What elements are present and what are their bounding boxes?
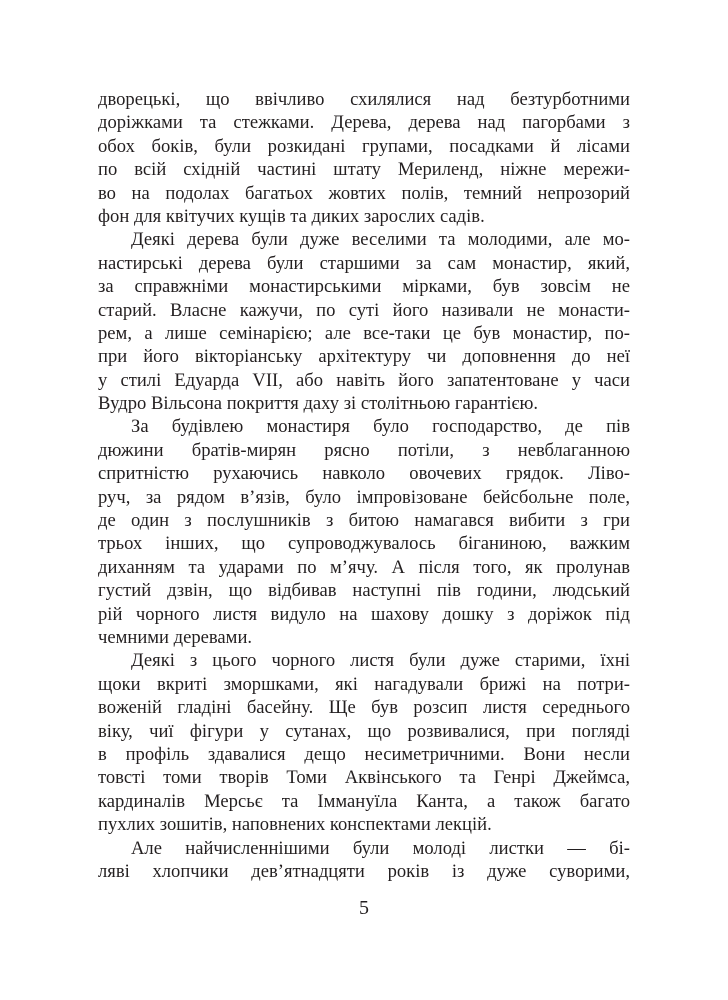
text-line: щоки вкриті зморшками, які нагадували брижі на потри- — [98, 673, 630, 695]
text-line: густий дзвін, що відбивав наступні пів години, людський — [98, 580, 630, 602]
text-line: у стилі Едуарда VII, або навіть його запатентоване у часи — [98, 369, 630, 391]
text-line: по всій східній частині штату Мериленд, ніжне мережи- — [98, 159, 630, 181]
text-line: ляві хлопчики дев’ятнадцяти років із дуже суворими, — [98, 860, 630, 882]
page-number: 5 — [359, 897, 369, 919]
text-line: дюжини братів-мирян рясно потіли, з невблаганною — [98, 439, 630, 461]
text-line: дворецькі, що ввічливо схилялися над безтурботними — [98, 89, 630, 110]
text-line: рем, а лише семінарією; але все-таки це був монастир, по- — [98, 322, 630, 344]
text-line: вoженій гладіні басейну. Ще був розсип листя середнього — [98, 697, 630, 719]
text-line: чемними деревами. — [98, 626, 253, 648]
text-line: трьох інших, що супроводжувалось біганиною, важким — [98, 533, 630, 555]
text-line: в профіль здавалися дещо несиметричними. Вони несли — [98, 743, 630, 765]
text-line: за справжніми монастирськими мірками, був зовсім не — [98, 276, 630, 298]
text-line: обох боків, були розкидані групами, посадками й лісами — [98, 135, 630, 157]
text-line: товсті томи творів Томи Аквінського та Генрі Джеймса, — [98, 767, 630, 789]
text-line: За будівлею монастиря було господарство, де пів — [131, 416, 630, 438]
text-line: во на подолах багатьох жовтих полів, темний непрозорий — [98, 182, 630, 204]
text-line: Деякі з цього чорного листя були дуже старими, їхні — [131, 650, 630, 672]
text-line: кардиналів Мерсьє та Іммануїла Канта, а також багато — [98, 790, 630, 812]
text-line: настирські дерева були старшими за сам монастир, який, — [98, 252, 630, 274]
text-line: руч, за рядом в’язів, було імпровізоване бейсбольне поле, — [98, 486, 630, 508]
text-line: диханням та ударами по м’ячу. А після того, як пролунав — [98, 556, 630, 578]
text-line: Але найчисленнішими були молоді листки — бі- — [131, 837, 630, 859]
text-line: віку, чиї фігури у сутанах, що розвивалися, при погляді — [98, 720, 630, 742]
text-line: старий. Власне кажучи, по суті його називали не монасти- — [98, 299, 630, 321]
text-line: рій чорного листя видуло на шахову дошку з доріжок під — [98, 603, 630, 625]
text-line: Деякі дерева були дуже веселими та молодими, але мо- — [131, 229, 630, 251]
text-line: Вудро Вільсона покриття даху зі столітньою гарантією. — [98, 393, 539, 415]
text-line: при його вікторіанську архітектуру чи доповнення до неї — [98, 346, 630, 368]
text-line: фон для квітучих кущів та диких зарослих садів. — [98, 205, 485, 227]
text-line: де один з послушників з битою намагався вибити з гри — [98, 510, 630, 532]
page-body-text — [98, 88, 630, 883]
text-line: доріжками та стежками. Дерева, дерева над пагорбами з — [98, 112, 630, 134]
text-line: пухлих зошитів, наповнених конспектами лекцій. — [98, 814, 492, 836]
text-line: спритністю рухаючись навколо овочевих грядок. Ліво- — [98, 463, 630, 485]
